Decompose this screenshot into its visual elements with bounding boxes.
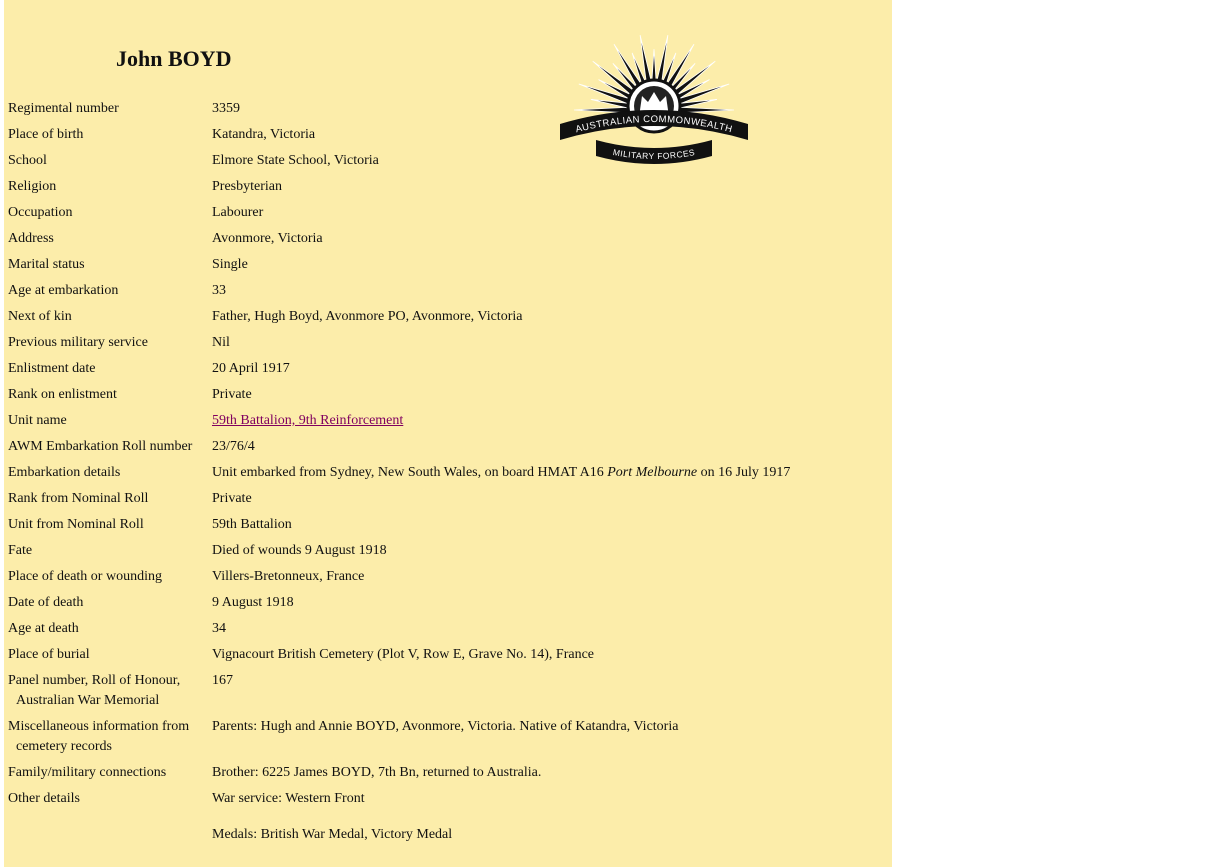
field-label — [8, 717, 212, 757]
row-place-of-burial — [8, 642, 888, 668]
field-label: Age at death — [8, 621, 79, 636]
page-background — [4, 0, 892, 867]
row-rank-on-enlistment — [8, 382, 888, 408]
field-label: Family/military connections — [8, 765, 167, 780]
embarkation-text: Unit embarked from Sydney, New South Wales, on board HMAT A16 — [212, 465, 608, 480]
field-value — [212, 463, 888, 483]
field-label: Other details — [8, 791, 80, 806]
row-place-of-death — [8, 564, 888, 590]
field-value: Private — [212, 491, 252, 506]
field-label: Marital status — [8, 257, 85, 272]
embarkation-date-text: on 16 July 1917 — [697, 465, 791, 480]
row-unit-name — [8, 408, 888, 434]
field-label: Date of death — [8, 595, 84, 610]
medals-text: Medals: British War Medal, Victory Medal — [212, 827, 453, 842]
war-service-text: War service: Western Front — [212, 791, 365, 806]
field-label: Unit from Nominal Roll — [8, 517, 144, 532]
field-value: 9 August 1918 — [212, 595, 294, 610]
row-religion — [8, 174, 888, 200]
field-label: Place of birth — [8, 127, 84, 142]
label-line: Panel number, Roll of Honour, — [8, 673, 181, 688]
field-label: Rank from Nominal Roll — [8, 491, 149, 506]
field-value: Vignacourt British Cemetery (Plot V, Row E, Grave No. 14), France — [212, 647, 595, 662]
service-record — [8, 96, 888, 848]
row-embarkation-details — [8, 460, 888, 486]
label-line: Australian War Memorial — [16, 693, 160, 708]
label-line: cemetery records — [16, 739, 112, 754]
field-label: Occupation — [8, 205, 73, 220]
field-value: 23/76/4 — [212, 439, 255, 454]
label-line: Miscellaneous information from — [8, 719, 190, 734]
field-label: Embarkation details — [8, 465, 121, 480]
row-misc-info — [8, 714, 888, 760]
field-value: Katandra, Victoria — [212, 127, 316, 142]
row-next-of-kin — [8, 304, 888, 330]
field-label: Next of kin — [8, 309, 72, 324]
row-place-of-birth — [8, 122, 888, 148]
row-date-of-death — [8, 590, 888, 616]
row-occupation — [8, 200, 888, 226]
field-value: Parents: Hugh and Annie BOYD, Avonmore, Victoria. Native of Katandra, Victoria — [212, 719, 679, 734]
field-value: Single — [212, 257, 248, 272]
row-rank-nominal-roll — [8, 486, 888, 512]
row-family-connections — [8, 760, 888, 786]
field-value: Private — [212, 387, 252, 402]
row-panel-number — [8, 668, 888, 714]
row-unit-nominal-roll — [8, 512, 888, 538]
field-label: Place of death or wounding — [8, 569, 162, 584]
row-fate — [8, 538, 888, 564]
field-label: Rank on enlistment — [8, 387, 117, 402]
badge-top-text: AUSTRALIAN COMMONWEALTH — [574, 113, 734, 136]
row-marital-status — [8, 252, 888, 278]
field-value: Father, Hugh Boyd, Avonmore PO, Avonmore, Victoria — [212, 309, 523, 324]
field-value: Avonmore, Victoria — [212, 231, 323, 246]
row-age-at-embarkation — [8, 278, 888, 304]
page-title: John BOYD — [116, 46, 232, 71]
row-regimental-number — [8, 96, 888, 122]
field-label: Address — [8, 231, 54, 246]
field-value: Labourer — [212, 205, 264, 220]
field-label: Fate — [8, 543, 33, 558]
field-label: Age at embarkation — [8, 283, 119, 298]
field-value: 3359 — [212, 101, 240, 116]
row-other-details — [8, 786, 888, 848]
field-label: Unit name — [8, 413, 67, 428]
row-awm-roll-number — [8, 434, 888, 460]
field-value — [212, 789, 888, 845]
field-value: 59th Battalion — [212, 517, 292, 532]
row-previous-service — [8, 330, 888, 356]
badge-bottom-text: MILITARY FORCES — [612, 147, 696, 162]
field-label: School — [8, 153, 47, 168]
field-label: Place of burial — [8, 647, 90, 662]
field-value: Brother: 6225 James BOYD, 7th Bn, returned to Australia. — [212, 765, 542, 780]
row-address — [8, 226, 888, 252]
unit-name-link[interactable]: 59th Battalion, 9th Reinforcement — [212, 413, 404, 428]
field-label — [8, 671, 212, 711]
field-label: Previous military service — [8, 335, 148, 350]
field-value: Presbyterian — [212, 179, 282, 194]
field-value: 167 — [212, 673, 233, 688]
field-value: Nil — [212, 335, 230, 350]
row-school — [8, 148, 888, 174]
field-value — [212, 411, 888, 431]
field-value: 34 — [212, 621, 226, 636]
row-age-at-death — [8, 616, 888, 642]
field-value: 20 April 1917 — [212, 361, 290, 376]
field-label: Religion — [8, 179, 57, 194]
field-value: Villers-Bretonneux, France — [212, 569, 365, 584]
row-enlistment-date — [8, 356, 888, 382]
ship-name: Port Melbourne — [607, 465, 698, 480]
field-value: 33 — [212, 283, 226, 298]
field-label: Regimental number — [8, 101, 119, 116]
field-label: Enlistment date — [8, 361, 96, 376]
field-label: AWM Embarkation Roll number — [8, 439, 193, 454]
field-value: Died of wounds 9 August 1918 — [212, 543, 387, 558]
field-value: Elmore State School, Victoria — [212, 153, 379, 168]
